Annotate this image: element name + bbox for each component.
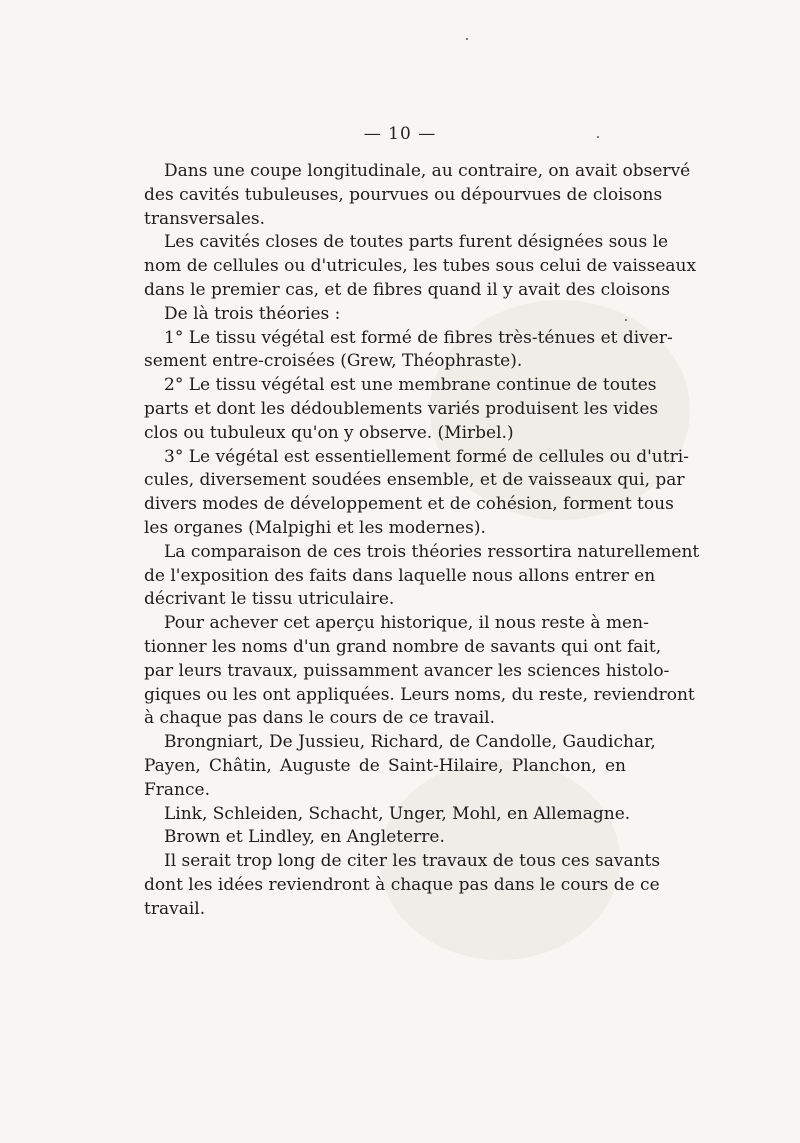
text-line: Dans une coupe longitudinale, au contraire, on avait observé [164, 161, 691, 181]
text-line: De là trois théories : [164, 303, 341, 324]
text-line: de l'exposition des faits dans laquelle nous allons entrer en [144, 565, 656, 586]
text-line: giques ou les ont appliquées. Leurs noms, du reste, reviendront [144, 684, 695, 705]
text-line: parts et dont les dédoublements variés produisent les vides [144, 398, 659, 419]
page-number: — 10 — [363, 124, 437, 144]
text-line: par leurs travaux, puissamment avancer les sciences histolo- [144, 660, 670, 681]
text-line: nom de cellules ou d'utricules, les tubes sous celui de vaisseaux [144, 256, 697, 277]
text-line: divers modes de développement et de cohésion, forment tous [144, 494, 674, 515]
text-line: Les cavités closes de toutes parts furent désignées sous le [164, 232, 669, 253]
body-text [144, 160, 700, 922]
text-line: dont les idées reviendront à chaque pas dans le cours de ce [144, 874, 660, 895]
text-line: Payen, Châtin, Auguste de Saint-Hilaire, Planchon, en [144, 755, 626, 776]
text-line: transversales. [144, 208, 266, 229]
text-line: décrivant le tissu utriculaire. [144, 589, 395, 610]
text-line: sement entre-croisées (Grew, Théophraste). [144, 351, 523, 372]
text-line: Brown et Lindley, en Angleterre. [164, 827, 445, 848]
text-line: Il serait trop long de citer les travaux de tous ces savants [164, 851, 661, 872]
text-line: France. [144, 779, 210, 800]
text-line: Link, Schleiden, Schacht, Unger, Mohl, en Allemagne. [164, 803, 631, 824]
text-line: Brongniart, De Jussieu, Richard, de Candolle, Gaudichar, [164, 732, 656, 753]
text-line: à chaque pas dans le cours de ce travail. [144, 708, 495, 729]
text-line: 1° Le tissu végétal est formé de fibres très-ténues et diver- [164, 327, 673, 348]
text-line: tionner les noms d'un grand nombre de savants qui ont fait, [144, 636, 662, 657]
paper-speck [466, 38, 468, 40]
text-line: 2° Le tissu végétal est une membrane continue de toutes [164, 375, 657, 396]
text-line: des cavités tubuleuses, pourvues ou dépourvues de cloisons [144, 184, 663, 205]
text-line: dans le premier cas, et de fibres quand il y avait des cloisons [144, 279, 670, 300]
text-line: les organes (Malpighi et les modernes). [144, 517, 486, 538]
text-line: Pour achever cet aperçu historique, il nous reste à men- [164, 613, 649, 634]
text-line: cules, diversement soudées ensemble, et de vaisseaux qui, par [144, 470, 685, 491]
text-line: clos ou tubuleux qu'on y observe. (Mirbel.) [144, 422, 514, 443]
text-line: 3° Le végétal est essentiellement formé de cellules ou d'utri- [164, 446, 689, 467]
text-line: travail. [144, 898, 206, 919]
text-line: La comparaison de ces trois théories ressortira naturellement [164, 541, 700, 562]
